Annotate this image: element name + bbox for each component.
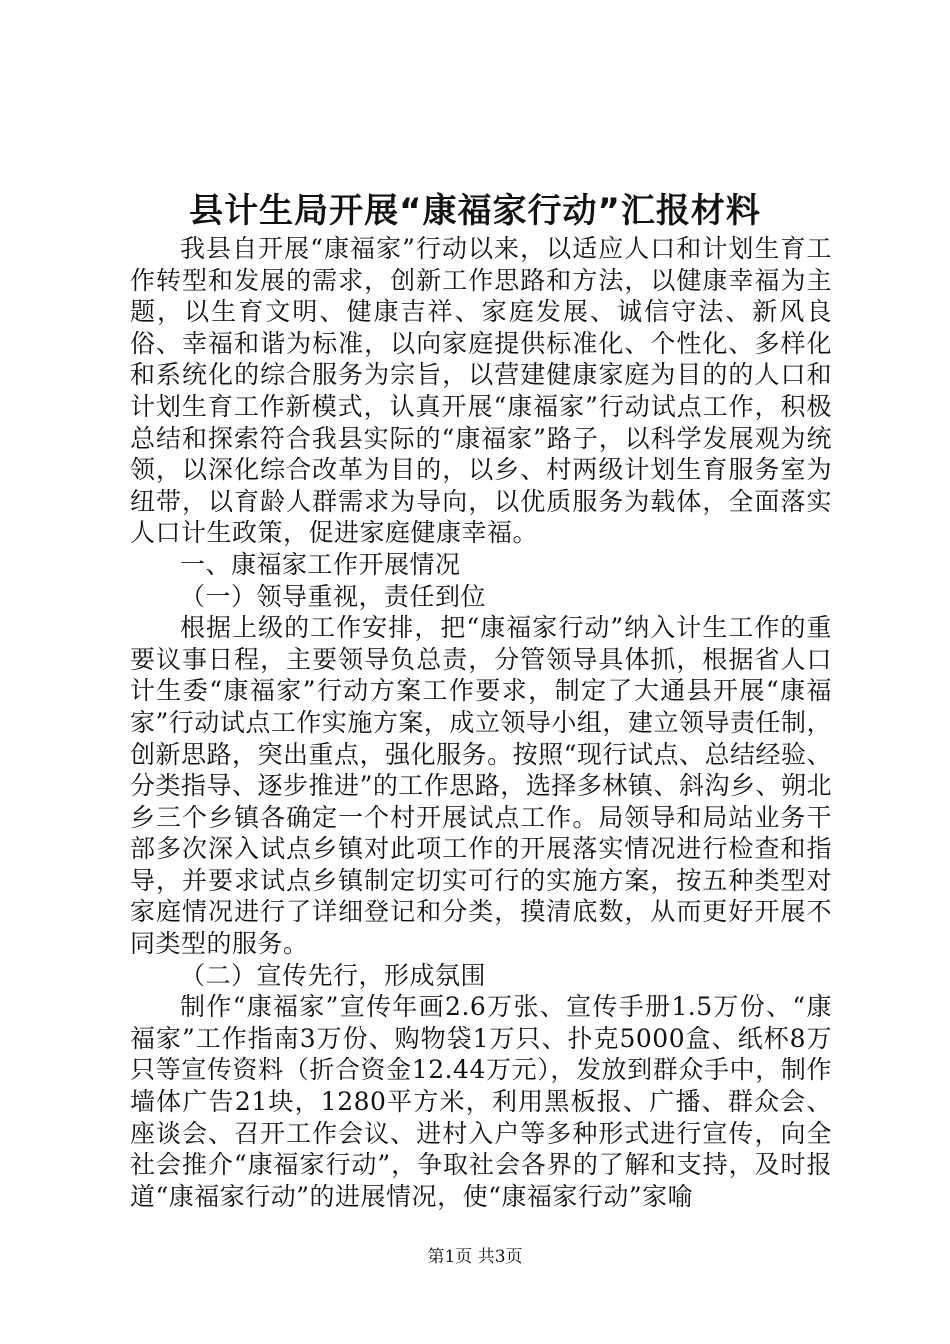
document-body: [130, 233, 832, 1212]
section-heading-1: 一、康福家工作开展情况: [180, 549, 461, 579]
page-footer: 第1页 共3页: [427, 1247, 523, 1267]
subsection-heading-1: （一）领导重视，责任到位: [180, 581, 487, 611]
subsection-heading-2: （二）宣传先行，形成氛围: [180, 960, 487, 990]
subsection-body-2: 制作“康福家”宣传年画2.6万张、宣传手册1.5万份、“康福家”工作指南3万份、购物袋1万只、扑克5000盒、纸杯8万只等宣传资料（折合资金12.44万元），发放到群众手中，制作墙体广告21块，1280平方米，利用黑板报、广播、群众会、座谈会、召开工作会议、进村入户等多种形式进行宣传，向全社会推介“康福家行动”，争取社会各界的了解和支持，及时报道“康福家行动”的进展情况，使“康福家行动”家喻: [130, 992, 832, 1211]
subsection-body-1: 根据上级的工作安排，把“康福家行动”纳入计生工作的重要议事日程，主要领导负总责，分管领导具体抓，根据省人口计生委“康福家”行动方案工作要求，制定了大通县开展“康福家”行动试点工作实施方案，成立领导小组，建立领导责任制，创新思路，突出重点，强化服务。按照“现行试点、总结经验、分类指导、逐步推进”的工作思路，选择多林镇、斜沟乡、朔北乡三个乡镇各确定一个村开展试点工作。局领导和局站业务干部多次深入试点乡镇对此项工作的开展落实情况进行检查和指导，并要求试点乡镇制定切实可行的实施方案，按五种类型对家庭情况进行了详细登记和分类，摸清底数，从而更好开展不同类型的服务。: [130, 613, 832, 959]
intro-paragraph: 我县自开展“康福家”行动以来，以适应人口和计划生育工作转型和发展的需求，创新工作思路和方法，以健康幸福为主题，以生育文明、健康吉祥、家庭发展、诚信守法、新风良俗、幸福和谐为标准，以向家庭提供标准化、个性化、多样化和系统化的综合服务为宗旨，以营建健康家庭为目的的人口和计划生育工作新模式，认真开展“康福家”行动试点工作，积极总结和探索符合我县实际的“康福家”路子，以科学发展观为统领，以深化综合改革为目的，以乡、村两级计划生育服务室为纽带，以育龄人群需求为导向，以优质服务为载体，全面落实人口计生政策，促进家庭健康幸福。: [130, 234, 832, 548]
document-title: 县计生局开展“康福家行动”汇报材料: [189, 191, 761, 231]
